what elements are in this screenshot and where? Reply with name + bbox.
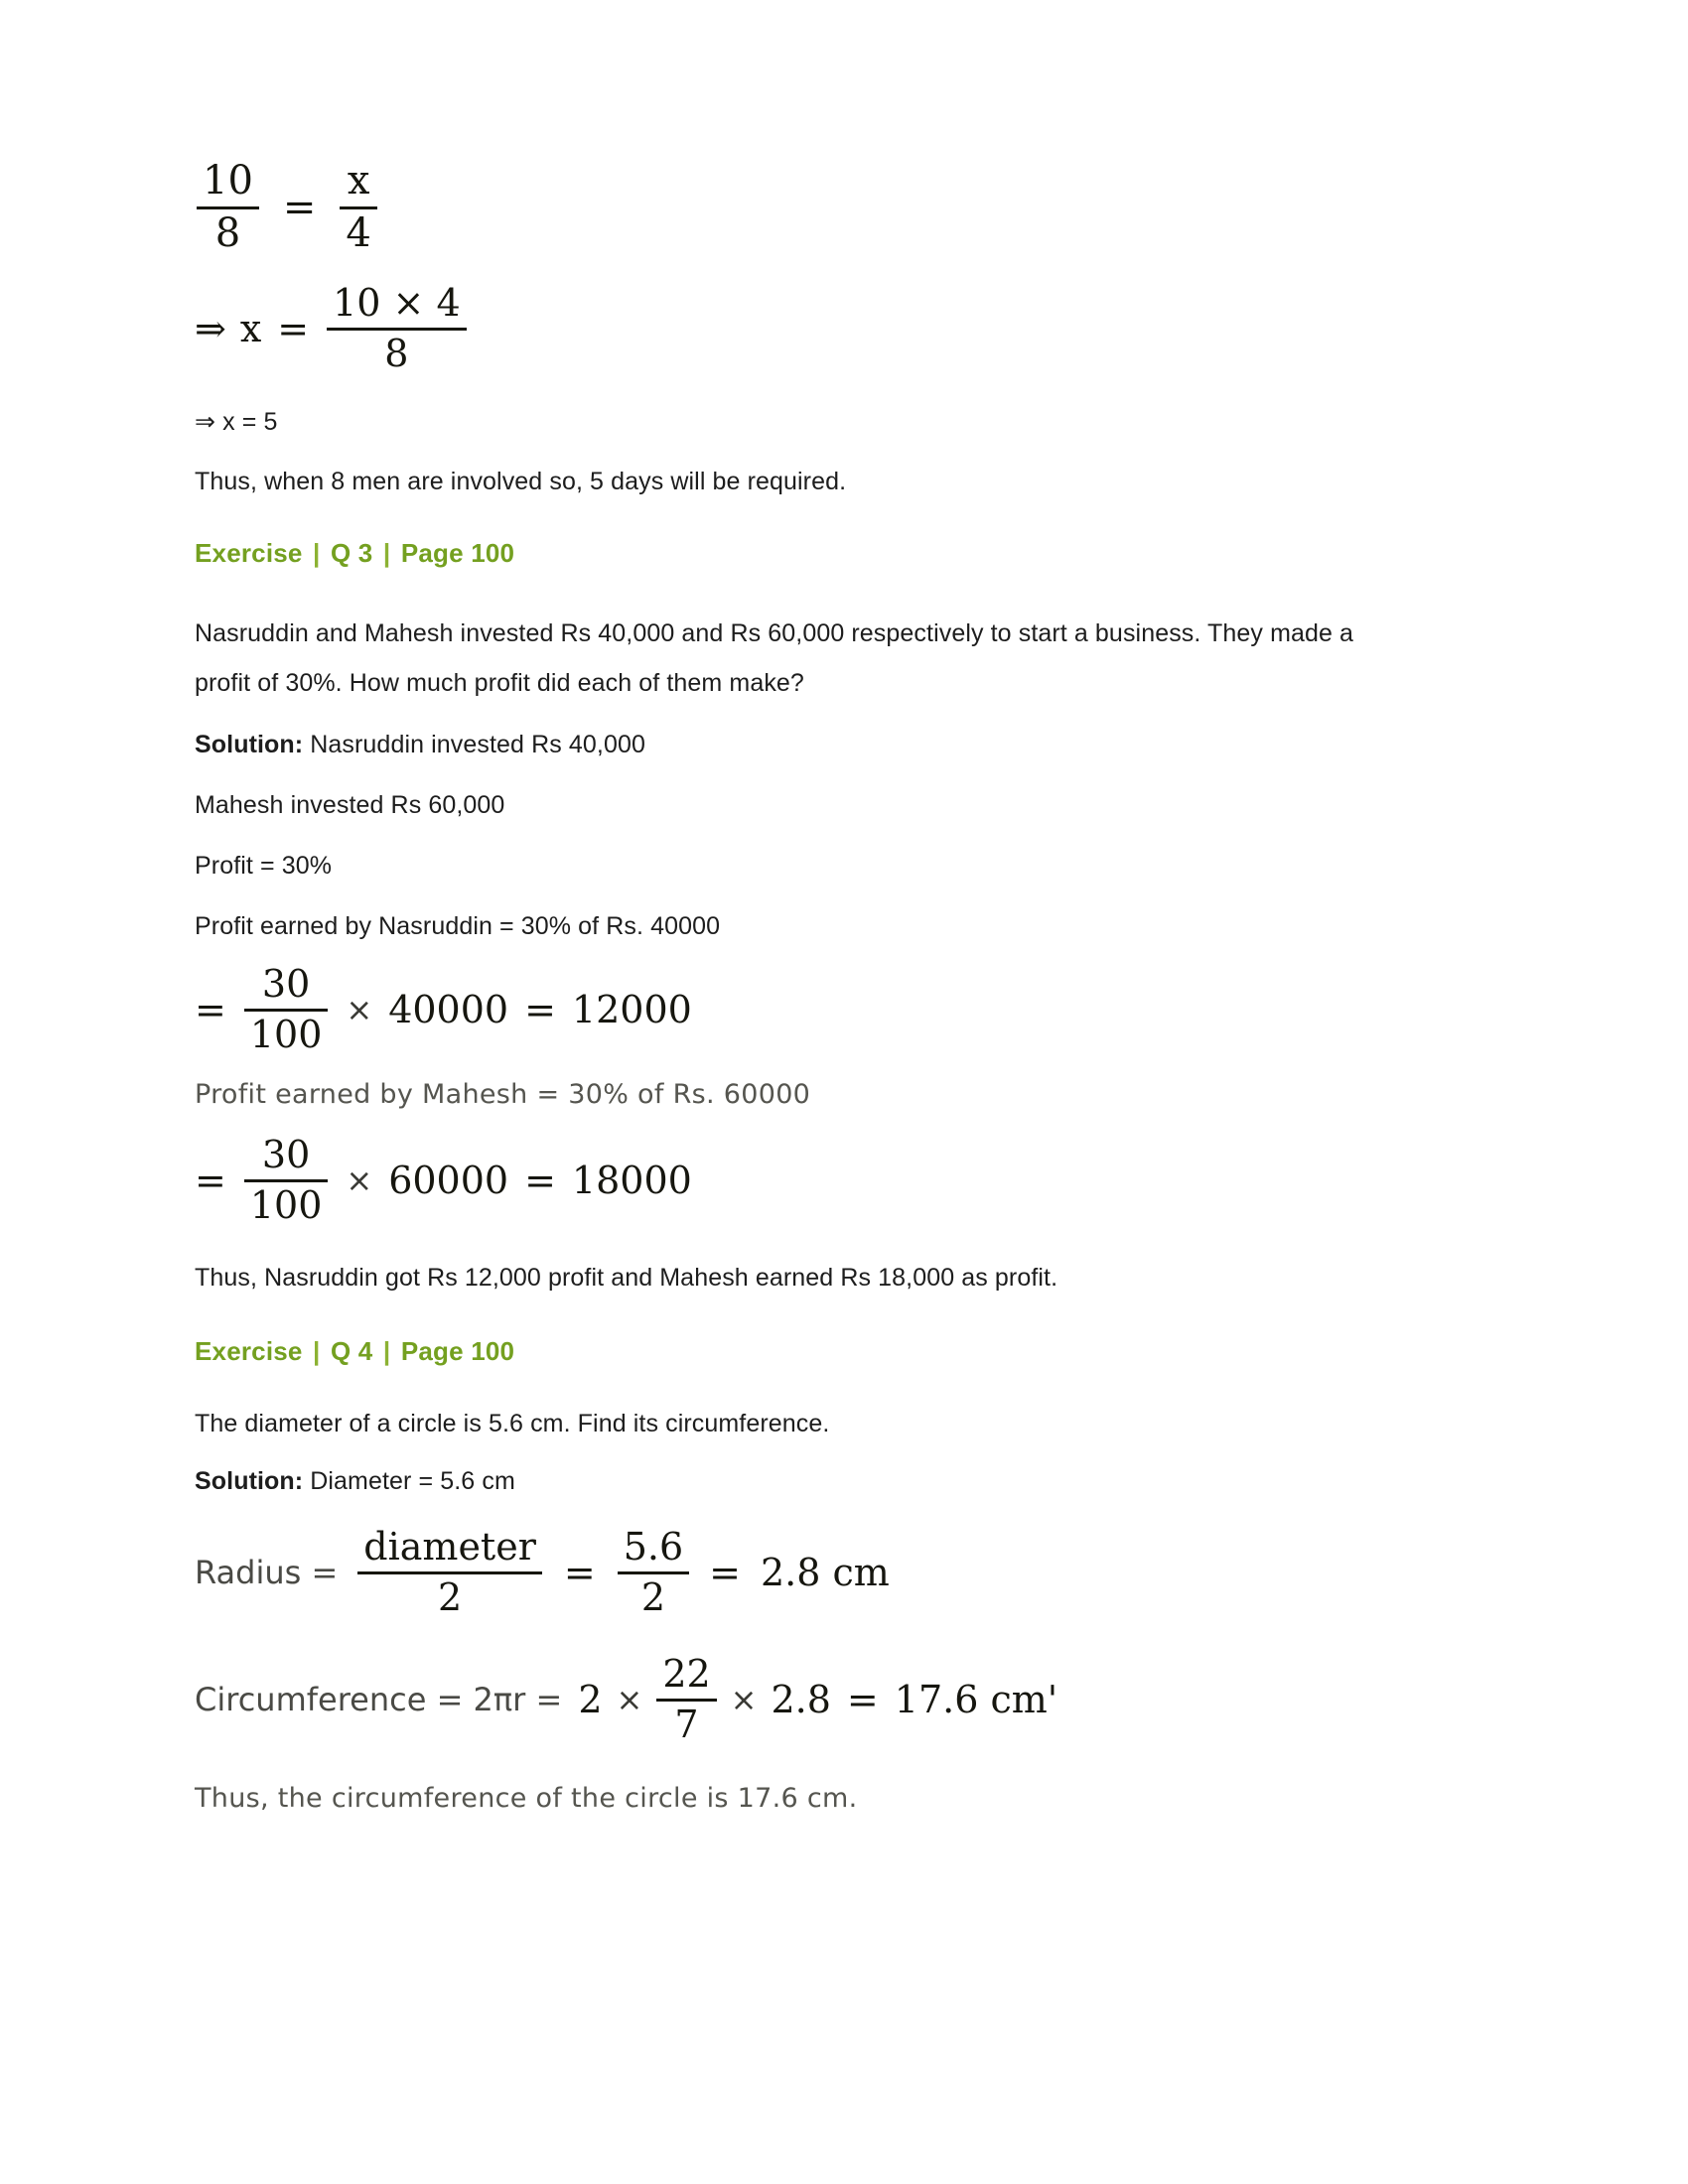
circumference-label: Circumference = 2πr = bbox=[195, 1681, 563, 1718]
factor-two: 2 bbox=[578, 1678, 603, 1721]
equation-result: 12000 bbox=[571, 988, 692, 1031]
circumference-result: 17.6 cm' bbox=[894, 1678, 1058, 1721]
exercise-question-number: Q 3 bbox=[330, 538, 373, 568]
fraction-x-over-four bbox=[340, 157, 376, 256]
fraction-denominator: 100 bbox=[249, 1012, 323, 1056]
fraction-ten-times-four-over-eight bbox=[327, 280, 467, 375]
exercise-heading-q3[interactable] bbox=[195, 538, 1466, 569]
result-x-value: ⇒ x = 5 bbox=[195, 408, 278, 436]
solution-value: Nasruddin invested Rs 40,000 bbox=[310, 731, 645, 758]
line-mahesh-invested: Mahesh invested Rs 60,000 bbox=[195, 791, 505, 819]
conclusion-q3: Thus, Nasruddin got Rs 12,000 profit and Mahesh earned Rs 18,000 as profit. bbox=[195, 1264, 1058, 1292]
equals-sign-2: = bbox=[524, 1159, 556, 1202]
line-mahesh-profit: Profit earned by Mahesh = 30% of Rs. 60000 bbox=[195, 1079, 811, 1110]
solution-value: Diameter = 5.6 cm bbox=[310, 1467, 515, 1495]
line-profit-percent: Profit = 30% bbox=[195, 852, 333, 880]
fraction-bar bbox=[656, 1699, 716, 1702]
solution-line-q3-intro bbox=[195, 728, 1466, 761]
fraction-numerator: 30 bbox=[261, 961, 311, 1006]
question-text-q3: Nasruddin and Mahesh invested Rs 40,000 and Rs 60,000 respectively to start a business. They made a profit of 30%. How much profit did each of them make? bbox=[195, 619, 1354, 697]
equation-result: 18000 bbox=[571, 1159, 692, 1202]
exercise-label: Exercise bbox=[195, 1336, 303, 1366]
exercise-heading-q4[interactable] bbox=[195, 1336, 1466, 1367]
fraction-denominator: 7 bbox=[674, 1702, 699, 1746]
fraction-denominator: 2 bbox=[437, 1574, 463, 1619]
equation-proportion bbox=[195, 149, 1466, 266]
fraction-bar bbox=[327, 328, 467, 331]
heading-separator: | bbox=[382, 1336, 391, 1366]
exercise-page-number: Page 100 bbox=[400, 1336, 515, 1366]
multiply-sign-2: × bbox=[730, 1681, 758, 1718]
fraction-numerator: diameter bbox=[363, 1524, 536, 1569]
fraction-numerator: 22 bbox=[662, 1651, 711, 1696]
fraction-bar bbox=[357, 1571, 542, 1574]
equals-sign-1: = bbox=[563, 1551, 596, 1594]
equation-nasruddin-profit bbox=[195, 955, 1466, 1064]
equation-mahesh-profit bbox=[195, 1126, 1466, 1235]
multiplicand: 60000 bbox=[388, 1159, 509, 1202]
fraction-bar bbox=[244, 1179, 329, 1182]
multiplicand: 40000 bbox=[388, 988, 509, 1031]
fraction-numerator: 5.6 bbox=[623, 1524, 684, 1569]
solution-label: Solution: bbox=[195, 731, 304, 758]
question-text-q4: The diameter of a circle is 5.6 cm. Find its circumference. bbox=[195, 1410, 830, 1437]
implies-sign: ⇒ bbox=[195, 307, 226, 350]
fraction-denominator: 4 bbox=[346, 209, 371, 256]
equals-sign: = bbox=[282, 185, 317, 230]
fraction-diameter-over-two bbox=[357, 1524, 542, 1619]
equals-sign: = bbox=[846, 1678, 879, 1721]
multiply-sign: × bbox=[346, 1161, 373, 1199]
radius-label: Radius = bbox=[195, 1554, 339, 1591]
fraction-thirty-over-hundred bbox=[244, 961, 329, 1056]
exercise-page-number: Page 100 bbox=[400, 538, 515, 568]
fraction-bar bbox=[618, 1571, 689, 1574]
equals-sign: = bbox=[195, 1159, 226, 1202]
fraction-bar bbox=[197, 206, 259, 209]
exercise-question-number: Q 4 bbox=[330, 1336, 373, 1366]
fraction-numerator: x bbox=[347, 157, 370, 204]
multiply-sign-1: × bbox=[616, 1681, 643, 1718]
fraction-denominator: 2 bbox=[640, 1574, 666, 1619]
multiply-sign: × bbox=[346, 991, 373, 1028]
equals-sign: = bbox=[277, 307, 310, 350]
fraction-bar bbox=[340, 206, 376, 209]
fraction-twentytwo-over-seven bbox=[656, 1651, 716, 1746]
line-nasruddin-profit: Profit earned by Nasruddin = 30% of Rs. 40000 bbox=[195, 912, 721, 940]
heading-separator: | bbox=[313, 1336, 321, 1366]
equals-sign-2: = bbox=[709, 1551, 741, 1594]
conclusion-q4: Thus, the circumference of the circle is 17.6 cm. bbox=[195, 1783, 858, 1814]
fraction-denominator: 100 bbox=[249, 1182, 323, 1227]
variable-x: x bbox=[239, 307, 262, 350]
equation-radius bbox=[195, 1514, 1466, 1631]
exercise-label: Exercise bbox=[195, 538, 303, 568]
equation-solve-x bbox=[195, 274, 1466, 383]
document-content bbox=[195, 149, 1466, 1816]
fraction-ten-eighths bbox=[197, 157, 259, 256]
heading-separator: | bbox=[382, 538, 391, 568]
fraction-five-six-over-two bbox=[618, 1524, 689, 1619]
fraction-denominator: 8 bbox=[384, 331, 409, 375]
fraction-numerator: 10 × 4 bbox=[333, 280, 461, 325]
factor-two-point-eight: 2.8 bbox=[771, 1678, 831, 1721]
equation-circumference bbox=[195, 1641, 1466, 1758]
fraction-thirty-over-hundred bbox=[244, 1132, 329, 1227]
fraction-numerator: 30 bbox=[261, 1132, 311, 1176]
equals-sign-2: = bbox=[524, 988, 556, 1031]
fraction-bar bbox=[244, 1009, 329, 1012]
solution-line-q4-intro bbox=[195, 1464, 1466, 1498]
fraction-denominator: 8 bbox=[214, 209, 241, 256]
solution-label: Solution: bbox=[195, 1467, 304, 1495]
fraction-numerator: 10 bbox=[203, 157, 253, 204]
heading-separator: | bbox=[313, 538, 321, 568]
conclusion-q2: Thus, when 8 men are involved so, 5 days will be required. bbox=[195, 468, 847, 495]
equals-sign: = bbox=[195, 988, 226, 1031]
radius-result: 2.8 cm bbox=[761, 1551, 890, 1594]
